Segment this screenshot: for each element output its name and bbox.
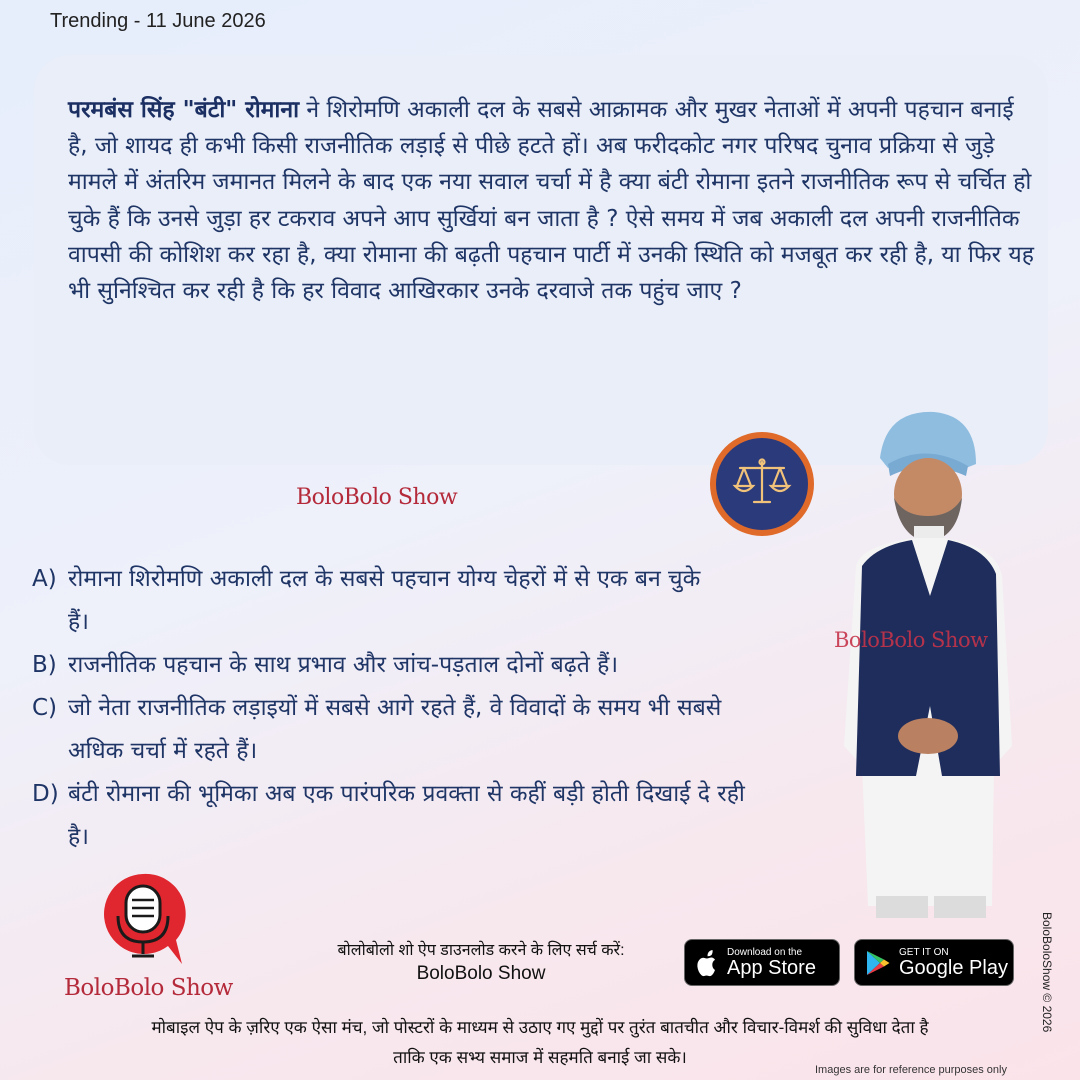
answer-options (32, 558, 812, 859)
option-c[interactable] (32, 687, 812, 773)
download-instruction: बोलोबोलो शो ऐप डाउनलोड करने के लिए सर्च करें: (337, 942, 625, 959)
option-key: D) (32, 781, 59, 807)
option-key: C) (32, 695, 58, 721)
option-text: रोमाना शिरोमणि अकाली दल के सबसे पहचान योग्य चेहरों में से एक बन चुके हैं। (68, 566, 701, 635)
option-key: A) (32, 566, 57, 592)
politician-photo (816, 406, 1032, 922)
google-play-small: GET IT ON (899, 946, 949, 958)
copyright-text: BoloBoloShow © 2026 (1040, 912, 1054, 1033)
app-store-button[interactable] (684, 939, 840, 986)
option-d[interactable] (32, 773, 812, 859)
google-play-large: Google Play (899, 956, 1008, 979)
brand-watermark: BoloBolo Show (296, 485, 458, 510)
google-play-icon (865, 949, 891, 977)
option-text: जो नेता राजनीतिक लड़ाइयों में सबसे आगे रहते हैं, वे विवादों के समय भी सबसे अधिक चर्चा में रहते हैं। (68, 695, 722, 764)
question-body: ने शिरोमणि अकाली दल के सबसे आक्रामक और मुखर नेताओं में अपनी पहचान बनाई है, जो शायद ही कभी किसी राजनीतिक लड़ाई से पीछे हटते हों। अब फरीदकोट नगर परिषद चुनाव प्रक्रिया से जुड़े मामले में अंतरिम जमानत मिलने के बाद एक नया सवाल चर्चा में है क्या बंटी रोमाना इतने राजनीतिक रूप से चर्चित हो चुके हैं कि उनसे जुड़ा हर टकराव अपने आप सुर्खियां बन जाता है ? ऐसे समय में जब अकाली दल अपनी राजनीतिक वापसी की कोशिश कर रहा है, क्या रोमाना की बढ़ती पहचान पार्टी में उनकी स्थिति को मजबूत कर रही है, या फिर यह भी सुनिश्चित कर रही है कि हर विवाद आखिरकार उनके दरवाजे तक पहुंच जाए ? (68, 97, 1034, 305)
app-store-small: Download on the (727, 946, 803, 958)
logo-text: BoloBolo Show (64, 975, 233, 1001)
option-b[interactable] (32, 644, 812, 687)
scales-of-justice-icon (730, 456, 794, 512)
apple-icon (695, 949, 719, 977)
download-app-name: BoloBolo Show (416, 963, 546, 984)
scales-badge (710, 432, 814, 536)
google-play-button[interactable] (854, 939, 1014, 986)
footer-tagline-2: ताकि एक सभ्य समाज में सहमति बनाई जा सके। (393, 1048, 687, 1067)
question-text (68, 92, 1038, 309)
footer-tagline-1: मोबाइल ऐप के ज़रिए एक ऐसा मंच, जो पोस्टरों के माध्यम से उठाए गए मुद्दों पर तुरंत बातचीत और विचार-विमर्श की सुविधा देता है (151, 1018, 929, 1037)
option-key: B) (32, 652, 57, 678)
photo-brand-watermark: BoloBolo Show (834, 628, 988, 652)
date-label: Trending - 11 June 2026 (50, 10, 266, 32)
option-a[interactable] (32, 558, 812, 644)
image-disclaimer: Images are for reference purposes only (815, 1064, 1007, 1076)
question-subject-name: परमबंस सिंह "बंटी" रोमाना (68, 97, 300, 123)
app-store-large: App Store (727, 956, 816, 979)
option-text: बंटी रोमाना की भूमिका अब एक पारंपरिक प्रवक्ता से कहीं बड़ी होती दिखाई दे रही है। (68, 781, 745, 850)
microphone-icon (98, 870, 188, 970)
option-text: राजनीतिक पहचान के साथ प्रभाव और जांच-पड़ताल दोनों बढ़ते हैं। (68, 652, 619, 678)
